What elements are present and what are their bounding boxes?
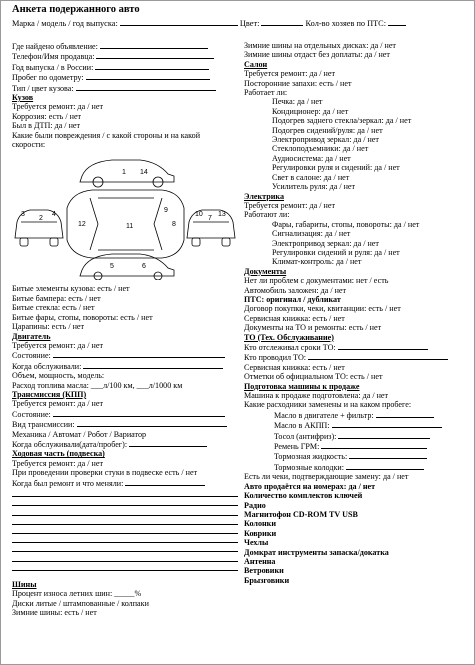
extras-item[interactable]: Ветровики xyxy=(244,566,284,576)
diagram-number: 6 xyxy=(142,263,146,271)
general-line[interactable]: Телефон/Имя продавца: xyxy=(12,51,238,61)
consumable-line[interactable]: Тормозные колодки: xyxy=(244,462,469,472)
extras-item[interactable]: Магнитофон CD-ROM TV USB xyxy=(244,509,358,519)
section-heading-tires: Шины xyxy=(12,580,37,590)
engine-line[interactable]: Состояние: xyxy=(12,350,238,360)
owners-label: Кол-во хозяев по ПТС: xyxy=(305,19,387,28)
body-line[interactable]: Требуется ремонт: да / нет xyxy=(12,102,104,112)
blank-line[interactable] xyxy=(12,525,238,534)
chassis-line[interactable]: При проведении проверки стуки в подвеске есть / нет xyxy=(12,468,198,478)
chassis-line[interactable]: Требуется ремонт: да / нет xyxy=(12,458,104,468)
left-column xyxy=(12,41,238,618)
prep-line: Какие расходники заменены и на каком пробеге: xyxy=(244,400,412,410)
docs-line[interactable]: Документы на ТО и ремонты: есть / нет xyxy=(244,323,382,333)
damage-line[interactable]: Царапины: есть / нет xyxy=(12,322,85,332)
diagram-number: 2 xyxy=(39,215,43,223)
diagram-number: 7 xyxy=(208,215,212,223)
consumable-line[interactable]: Ремень ГРМ: xyxy=(244,441,469,451)
service-line[interactable]: Отметки об официальном ТО: есть / нет xyxy=(244,372,383,382)
color-field[interactable] xyxy=(261,18,303,26)
electric-item[interactable]: Климат-контроль: да / нет xyxy=(272,257,362,267)
blank-line[interactable] xyxy=(12,506,238,515)
page-title: Анкета подержанного авто xyxy=(12,4,140,15)
diagram-number: 12 xyxy=(78,221,86,229)
damage-line[interactable]: Битые бампера: есть / нет xyxy=(12,293,101,303)
diagram-number: 1 xyxy=(122,169,126,177)
salon-item[interactable]: Стеклоподъемники: да / нет xyxy=(272,144,369,154)
gearbox-line[interactable]: Механика / Автомат / Робот / Вариатор xyxy=(12,429,147,439)
section-heading-docs: Документы xyxy=(244,266,287,276)
diagram-number: 13 xyxy=(218,211,226,219)
section-heading-service: ТО (Тех. Обслуживание) xyxy=(244,332,334,342)
consumable-line[interactable]: Масло в АКПП: xyxy=(244,420,469,430)
winter-line[interactable]: Зимние шины на отдельных дисках: да / нет xyxy=(244,41,396,50)
section-heading-chassis: Ходовая часть (подвеска) xyxy=(12,449,105,459)
diagram-number: 11 xyxy=(126,223,134,231)
body-line[interactable]: Был в ДТП: да / нет xyxy=(12,121,81,131)
electric-item[interactable]: Фары, габариты, стопы, повороты: да / нет xyxy=(272,219,420,229)
consumable-line[interactable]: Тормозная жидкость: xyxy=(244,451,469,461)
extras-item[interactable]: Домкрат инструменты запаска/докатка xyxy=(244,547,389,557)
diagram-number: 9 xyxy=(164,207,168,215)
section-heading-engine: Двигатель xyxy=(12,331,51,341)
engine-line[interactable]: Требуется ремонт: да / нет xyxy=(12,340,104,350)
prep-line[interactable]: Машина к продаже подготовлена: да / нет xyxy=(244,391,389,401)
engine-line[interactable]: Объем, мощность, модель: xyxy=(12,371,105,381)
salon-item[interactable]: Подогрев заднего стекла/зеркал: да / нет xyxy=(272,116,412,126)
service-line[interactable]: Сервисная книжка: есть / нет xyxy=(244,362,345,372)
extras-item[interactable]: Чехлы xyxy=(244,538,269,548)
docs-line[interactable]: Нет ли проблем с документами: нет / есть xyxy=(244,276,389,286)
docs-line[interactable]: Сервисная книжка: есть / нет xyxy=(244,313,345,323)
general-line[interactable]: Тип / цвет кузова: xyxy=(12,83,238,93)
owners-field[interactable] xyxy=(388,18,406,26)
salon-item[interactable]: Свет в салоне: да / нет xyxy=(272,172,350,182)
salon-line[interactable]: Посторонние запахи: есть / нет xyxy=(244,78,352,88)
diagram-number: 5 xyxy=(110,263,114,271)
section-heading-prep: Подготовка машины к продаже xyxy=(244,381,360,391)
damage-line[interactable]: Битые стекла: есть / нет xyxy=(12,303,95,313)
general-line[interactable]: Год выпуска / в России: xyxy=(12,62,238,72)
diagram-number: 14 xyxy=(140,169,148,177)
make-label: Марка / модель / год выпуска: xyxy=(12,19,118,28)
docs-line[interactable]: ПТС: оригинал / дубликат xyxy=(244,294,341,304)
diagram-number: 10 xyxy=(195,211,203,219)
engine-line[interactable]: Когда обслуживали: xyxy=(12,361,238,371)
extras-item[interactable]: Антенна xyxy=(244,556,276,566)
section-heading-electric: Электрика xyxy=(244,191,285,201)
salon-line: Работает ли: xyxy=(244,88,288,98)
electric-line[interactable]: Требуется ремонт: да / нет xyxy=(244,200,336,210)
gearbox-line[interactable]: Требуется ремонт: да / нет xyxy=(12,399,104,409)
general-line[interactable]: Пробег по одометру: xyxy=(12,72,238,82)
service-line[interactable]: Кто отслеживал сроки ТО: xyxy=(244,342,469,352)
extras-item[interactable]: Количество комплектов ключей xyxy=(244,491,363,501)
extras-item[interactable]: Радио xyxy=(244,500,266,510)
electric-item[interactable]: Регулировки сидений и руля: да / нет xyxy=(272,247,400,257)
body-line[interactable]: Коррозия: есть / нет xyxy=(12,111,82,121)
make-field[interactable] xyxy=(120,18,238,26)
extras-item[interactable]: Авто продаётся на номерах: да / нет xyxy=(244,481,376,491)
docs-line[interactable]: Договор покупки, чеки, квитанции: есть / нет xyxy=(244,304,401,314)
extras-item[interactable]: Брызговики xyxy=(244,575,290,585)
gearbox-line[interactable]: Состояние: xyxy=(12,409,238,419)
electric-item[interactable]: Сигнализация: да / нет xyxy=(272,229,351,239)
car-outline-image xyxy=(12,152,238,280)
tires-line[interactable]: Диски литые / штампованные / колпаки xyxy=(12,598,149,608)
electric-line: Работают ли: xyxy=(244,210,290,220)
section-heading-salon: Салон xyxy=(244,59,268,69)
salon-item[interactable]: Подогрев сидений/руля: да / нет xyxy=(272,125,383,135)
diagram-number: 8 xyxy=(172,221,176,229)
extras-item[interactable]: Коврики xyxy=(244,528,277,538)
blank-line[interactable] xyxy=(12,534,238,543)
right-column xyxy=(244,41,469,585)
damage-line[interactable]: Битые фары, стопы, повороты: есть / нет xyxy=(12,312,153,322)
salon-item[interactable]: Регулировки руля и сидений: да / нет xyxy=(272,163,400,173)
blank-line[interactable] xyxy=(12,562,238,571)
docs-line[interactable]: Автомобиль заложен: да / нет xyxy=(244,285,347,295)
salon-item[interactable]: Электропривод зеркал: да / нет xyxy=(272,135,379,145)
consumable-line[interactable]: Тосол (антифриз): xyxy=(244,431,469,441)
blank-line[interactable] xyxy=(12,516,238,525)
blank-line[interactable] xyxy=(12,488,238,497)
salon-item[interactable]: Кондиционер: да / нет xyxy=(272,106,349,116)
diagram-number: 3 xyxy=(21,211,25,219)
blank-line[interactable] xyxy=(12,543,238,552)
diagram-number: 4 xyxy=(52,211,56,219)
damage-line[interactable]: Битые элементы кузова: есть / нет xyxy=(12,284,130,294)
blank-line[interactable] xyxy=(12,552,238,561)
damage-question: Какие были повреждения / с какой стороны и на какой скорости: xyxy=(12,130,201,150)
service-line[interactable]: Кто проводил ТО: xyxy=(244,352,469,362)
section-heading-gearbox: Трансмиссия (КПП) xyxy=(12,389,87,399)
salon-item[interactable]: Печка: да / нет xyxy=(272,97,323,107)
tires-line[interactable]: Зимние шины: есть / нет xyxy=(12,608,97,618)
color-label: Цвет: xyxy=(239,19,260,28)
general-line[interactable]: Где найдено объявление: xyxy=(12,41,238,51)
salon-item[interactable]: Аудиосистема: да / нет xyxy=(272,153,351,163)
tires-line[interactable]: Процент износа летних шин: _____% xyxy=(12,589,142,599)
salon-item[interactable]: Усилитель руля: да / нет xyxy=(272,182,356,192)
engine-line[interactable]: Расход топлива масла: ___л/100 км, ___л/1000 км xyxy=(12,380,183,390)
blank-line[interactable] xyxy=(12,497,238,506)
subtitle-line xyxy=(12,18,406,28)
gearbox-line[interactable]: Вид трансмиссии: xyxy=(12,419,238,429)
extras-item[interactable]: Колонки xyxy=(244,519,276,529)
gearbox-line[interactable]: Когда обслуживали(дата/пробег): xyxy=(12,439,238,449)
section-heading-body: Кузов xyxy=(12,93,34,103)
receipts-line[interactable]: Есть ли чеки, подтверждающие замену: да / нет xyxy=(244,472,409,482)
chassis-line[interactable]: Когда был ремонт и что меняли: xyxy=(12,478,238,488)
salon-line[interactable]: Требуется ремонт: да / нет xyxy=(244,69,336,79)
electric-item[interactable]: Электропривод зеркал: да / нет xyxy=(272,238,379,248)
winter-line[interactable]: Зимние шины отдаст без доплаты: да / нет xyxy=(244,50,390,60)
car-damage-diagram[interactable] xyxy=(12,152,238,280)
consumable-line[interactable]: Масло в двигателе + фильтр: xyxy=(244,410,469,420)
